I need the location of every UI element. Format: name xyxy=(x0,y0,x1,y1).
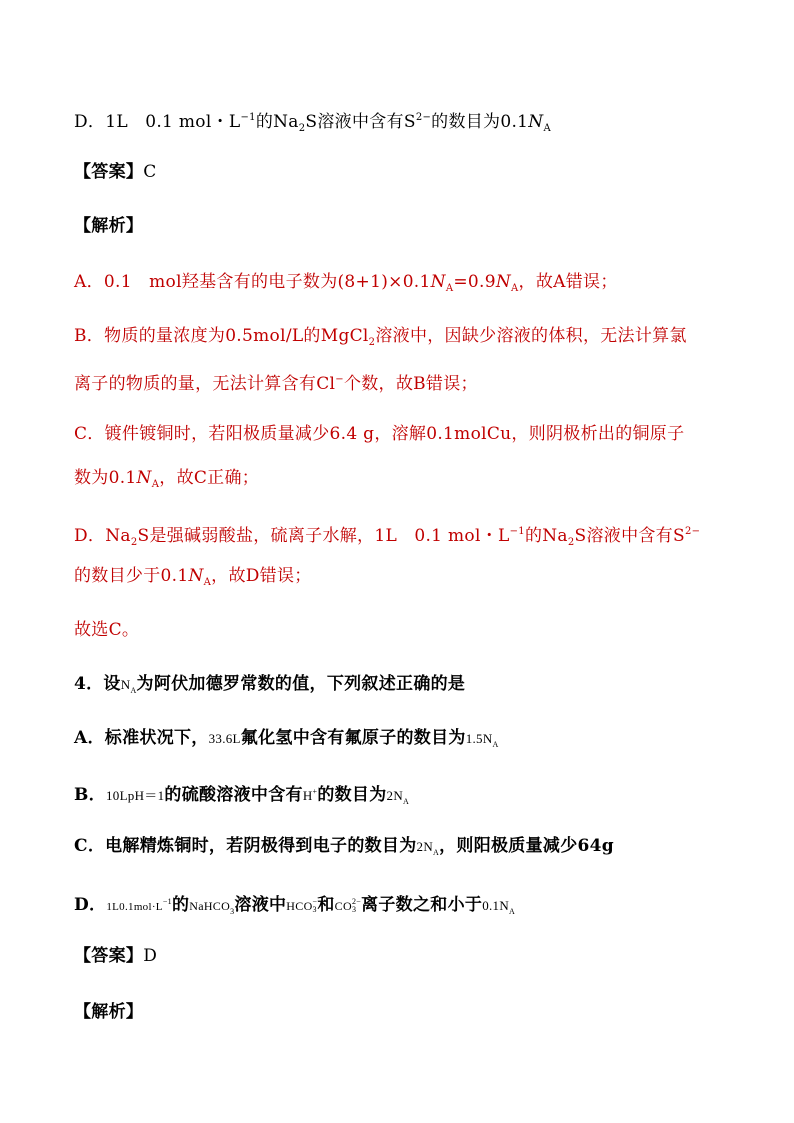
superscript: − xyxy=(312,896,318,906)
text: 氟化氢中含有氟原子的数目为 xyxy=(240,728,466,748)
analysis-label: 【解析】 xyxy=(74,1002,144,1022)
text: =0.9 xyxy=(453,272,496,292)
subscript: 3 xyxy=(351,904,357,914)
prev-analysis-label xyxy=(74,214,143,238)
superscript: 2− xyxy=(684,526,701,537)
text: 溶液中，因缺少溶液的体积，无法计算氯 xyxy=(375,326,687,346)
superscript: −1 xyxy=(509,526,525,537)
text: C．镀件镀铜时，若阳极质量减少6.4 g，溶解0.1molCu，则阴极析出的铜原子 xyxy=(74,424,685,444)
superscript: −1 xyxy=(240,112,256,123)
prev-option-d xyxy=(74,106,551,141)
subscript: A xyxy=(509,907,516,916)
subscript: A xyxy=(203,577,212,588)
subscript: A xyxy=(403,797,410,806)
subscript: A xyxy=(151,479,160,490)
text: A．0.1 mol羟基含有的电子数为(8+1)×0.1 xyxy=(74,272,431,292)
text: B． xyxy=(74,785,106,805)
subscript: 2 xyxy=(130,537,138,548)
italic-text: N xyxy=(495,272,512,292)
superscript: 2− xyxy=(351,896,362,906)
text: C．电解精炼铜时，若阴极得到电子的数目为 xyxy=(74,836,417,856)
italic-text: N xyxy=(188,566,204,586)
text: 个数，故B错误； xyxy=(343,374,478,394)
prev-analysis-d-line2 xyxy=(74,564,312,595)
text: 故选C。 xyxy=(74,620,140,640)
subscript: 2 xyxy=(368,337,376,348)
text: B．物质的量浓度为0.5mol/L的MgCl xyxy=(74,326,369,346)
text: 数为0.1 xyxy=(74,468,137,488)
subscript: A xyxy=(130,686,137,695)
prev-conclusion xyxy=(74,618,139,642)
italic-text: N xyxy=(136,468,152,488)
analysis-label: 【解析】 xyxy=(74,216,144,236)
formula-text: H xyxy=(302,788,313,803)
superscript: −1 xyxy=(162,897,172,906)
prev-analysis-b-line2 xyxy=(74,368,478,396)
text: S溶液中含有S xyxy=(305,112,416,132)
prev-analysis-d-line1 xyxy=(74,520,700,555)
prev-analysis-b-line1 xyxy=(74,324,687,355)
subscript: 2 xyxy=(567,537,575,548)
q4-option-a xyxy=(74,726,499,757)
superscript: 2− xyxy=(415,112,432,123)
subscript: A xyxy=(511,283,519,294)
text: 离子数之和小于 xyxy=(361,895,483,915)
text: 的数目为0.1 xyxy=(431,112,529,132)
formula-text: 2N xyxy=(416,839,434,854)
text: 的硫酸溶液中含有 xyxy=(164,785,303,805)
italic-text: N xyxy=(430,272,446,292)
text: D．Na xyxy=(74,526,131,546)
text: 为阿伏加德罗常数的值，下列叙述正确的是 xyxy=(136,674,466,694)
subscript: A xyxy=(492,740,499,749)
subscript: A xyxy=(433,848,440,857)
formula-text: 0.1N xyxy=(482,898,510,913)
answer-label: 【答案】 xyxy=(74,162,144,182)
superscript: + xyxy=(312,787,318,796)
text: 溶液中 xyxy=(234,895,287,915)
q4-option-c xyxy=(74,834,614,865)
prev-analysis-c-line1 xyxy=(74,422,684,446)
prev-analysis-c-line2 xyxy=(74,466,259,497)
superscript: − xyxy=(335,374,344,385)
text: ，则阳极质量减少64g xyxy=(439,836,614,856)
formula-text: N xyxy=(120,677,131,692)
subscript: A xyxy=(445,283,454,294)
ion-scripts xyxy=(352,898,361,914)
text: S是强碱弱酸盐，硫离子水解，1L 0.1 mol・L xyxy=(137,526,510,546)
text: 的Na xyxy=(524,526,568,546)
subscript: 2 xyxy=(298,123,306,134)
text: D．1L 0.1 mol・L xyxy=(74,112,241,132)
text: ，故D错误； xyxy=(211,566,312,586)
subscript: A xyxy=(543,123,552,134)
q4-option-b xyxy=(74,780,409,814)
italic-text: N xyxy=(528,112,544,132)
q4-analysis-label xyxy=(74,1000,143,1024)
formula-text: CO xyxy=(334,899,352,913)
formula-text: 1.5N xyxy=(465,731,493,746)
text: 离子的物质的量，无法计算含有Cl xyxy=(74,374,336,394)
prev-analysis-a xyxy=(74,270,618,301)
prev-answer xyxy=(74,160,157,184)
text: S溶液中含有S xyxy=(574,526,685,546)
text: 4．设 xyxy=(74,674,121,694)
text: 的 xyxy=(171,895,190,915)
text: D． xyxy=(74,895,107,915)
subscript: 3 xyxy=(312,904,317,914)
text: ，故C正确； xyxy=(159,468,260,488)
text: 和 xyxy=(317,895,335,915)
text: 的Na xyxy=(255,112,299,132)
formula-text: 33.6L xyxy=(208,731,241,746)
formula-text: 2N xyxy=(386,788,404,803)
text: A．标准状况下， xyxy=(74,728,209,748)
formula-text: HCO xyxy=(286,899,313,913)
text: 的数目少于0.1 xyxy=(74,566,189,586)
answer-value: D xyxy=(143,946,158,966)
formula-text: NaHCO xyxy=(189,899,231,913)
q4-option-d xyxy=(74,890,515,924)
text: ，故A错误； xyxy=(518,272,618,292)
formula-text: 1L0.1mol·L xyxy=(106,901,163,913)
text: 的数目为 xyxy=(317,785,387,805)
answer-label: 【答案】 xyxy=(74,946,144,966)
formula-text: 10LpH＝1 xyxy=(105,788,165,803)
q4-stem xyxy=(74,672,465,703)
q4-answer xyxy=(74,944,157,968)
subscript: 3 xyxy=(230,907,235,916)
answer-value: C xyxy=(143,162,157,182)
